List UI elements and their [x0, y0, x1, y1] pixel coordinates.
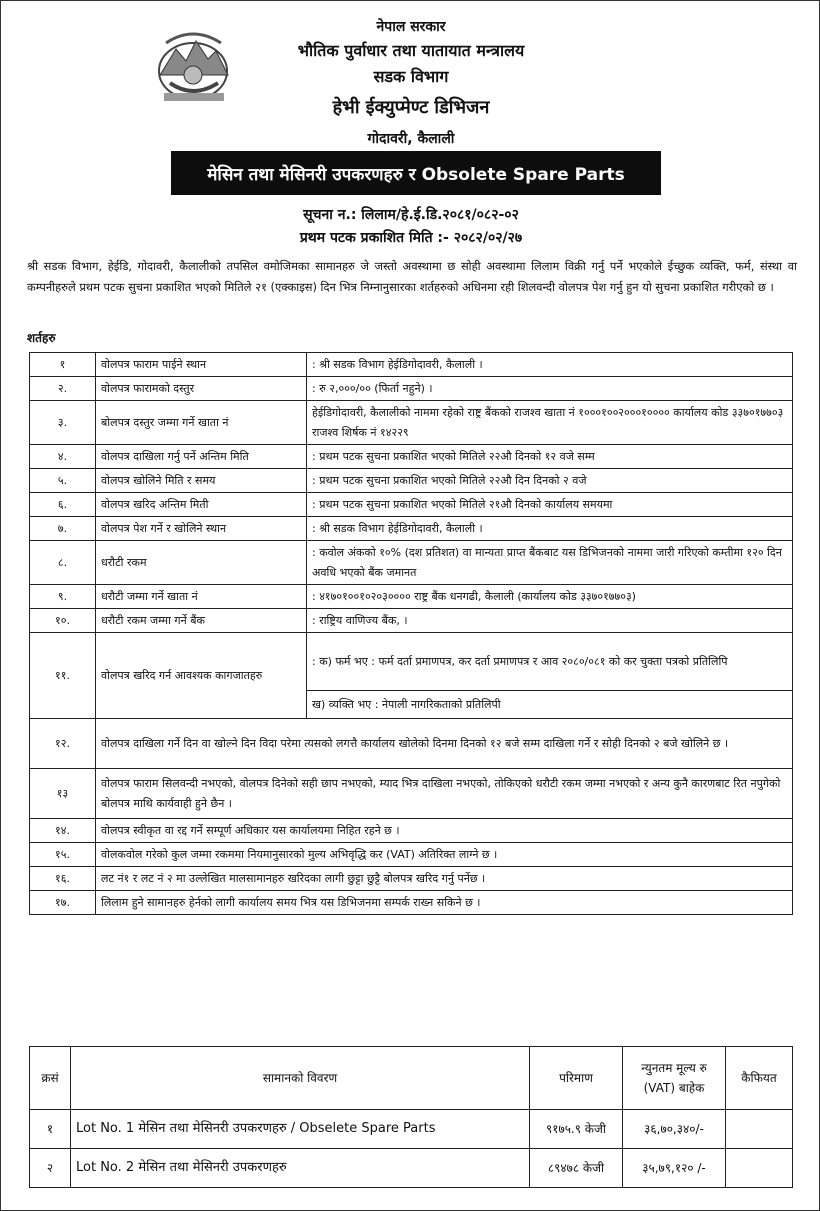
- condition-value: : कवोल अंकको १०% (दश प्रतिशत) वा मान्यता प्राप्त बैंकबाट यस डिभिजनको नाममा जारी गरिएको कम्तीमा १२० दिन अवधि भएको बैंक जमानत: [307, 541, 793, 585]
- lot-price: ३६,७०,३४०/-: [623, 1110, 726, 1149]
- condition-number: १: [30, 353, 96, 377]
- lot-desc: Lot No. 2 मेसिन तथा मेसिनरी उपकरणहरु: [71, 1149, 530, 1188]
- lot-qty: ८९४७८ केजी: [530, 1149, 623, 1188]
- condition-label: वोलपत्र फारामको दस्तुर: [96, 377, 307, 401]
- condition-row: [30, 719, 793, 769]
- lot-sn: १: [30, 1110, 71, 1149]
- condition-value: : श्री सडक विभाग हेईडिगोदावरी, कैलाली ।: [307, 353, 793, 377]
- department-name: सडक विभाग: [373, 67, 449, 86]
- condition-row: [30, 401, 793, 445]
- condition-label: वोलपत्र पेश गर्ने र खोलिने स्थान: [96, 517, 307, 541]
- condition-row: [30, 819, 793, 843]
- condition-number: ९.: [30, 585, 96, 609]
- condition-label: वोलपत्र दाखिला गर्नु पर्ने अन्तिम मिति: [96, 445, 307, 469]
- condition-value: : प्रथम पटक सुचना प्रकाशित भएको मितिले २२औ दिनको १२ वजे सम्म: [307, 445, 793, 469]
- condition-text: वोलपत्र फाराम सिलवन्दी नभएको, वोलपत्र दिनेको सही छाप नभएको, म्याद भित्र दाखिला नभएको, तोकिएको धरौटी रकम जम्मा नभएको र अन्य कुनै कारणबाट रित नपुगेको बोलपत्र माथि कार्यवाही हुने छैन ।: [96, 769, 793, 819]
- condition-text: वोलकवोल गरेको कुल जम्मा रकममा नियमानुसारको मुल्य अभिवृद्धि कर (VAT) अतिरिक्त लाग्ने छ ।: [96, 843, 793, 867]
- condition-number: ४.: [30, 445, 96, 469]
- condition-number: १२.: [30, 719, 96, 769]
- conditions-table: [29, 352, 793, 915]
- condition-number: १५.: [30, 843, 96, 867]
- condition-row: [30, 353, 793, 377]
- office-location: गोदावरी, कैलाली: [367, 131, 455, 147]
- condition-label: धरौटी जम्मा गर्ने खाता नं: [96, 585, 307, 609]
- condition-value: : राष्ट्रिय वाणिज्य बैंक, ।: [307, 609, 793, 633]
- notice-title: मेसिन तथा मेसिनरी उपकरणहरु र Obsolete Spare Parts: [171, 151, 661, 195]
- lot-remarks: [726, 1149, 793, 1188]
- condition-number: ६.: [30, 493, 96, 517]
- condition-row: [30, 867, 793, 891]
- condition-label: वोलपत्र खरिद गर्न आवश्यक कागजातहरु: [96, 633, 307, 719]
- condition-text: लिलाम हुने सामानहरु हेर्नको लागी कार्यालय समय भित्र यस डिभिजनमा सम्पर्क राख्न सकिने छ ।: [96, 891, 793, 915]
- condition-number: १३: [30, 769, 96, 819]
- condition-text: वोलपत्र स्वीकृत वा रद्द गर्ने सम्पूर्ण अधिकार यस कार्यालयमा निहित रहने छ ।: [96, 819, 793, 843]
- col-sn: क्रसं: [30, 1047, 71, 1110]
- col-price-line2: (VAT) बाहेक: [643, 1081, 705, 1095]
- condition-row: [30, 469, 793, 493]
- condition-text: लट नं१ र लट नं २ मा उल्लेखित मालसामानहरु खरिदका लागी छुट्टा छुट्टै बोलपत्र खरिद गर्नु पर्नेछ ।: [96, 867, 793, 891]
- lot-desc: Lot No. 1 मेसिन तथा मेसिनरी उपकरणहरु / Obselete Spare Parts: [71, 1110, 530, 1149]
- condition-row: [30, 609, 793, 633]
- condition-value: : ४१७०१००१०२०३०००० राष्ट्र बैंक धनगढी, कैलाली (कार्यालय कोड ३३७०१७७०३): [307, 585, 793, 609]
- lot-sn: २: [30, 1149, 71, 1188]
- condition-row: [30, 891, 793, 915]
- condition-row: [30, 517, 793, 541]
- condition-number: ७.: [30, 517, 96, 541]
- lot-remarks: [726, 1110, 793, 1149]
- condition-label: वोलपत्र फाराम पाईने स्थान: [96, 353, 307, 377]
- condition-label: धरौटी रकम: [96, 541, 307, 585]
- gov-name: नेपाल सरकार: [376, 19, 446, 35]
- intro-paragraph: श्री सडक विभाग, हेईडि, गोदावरी, कैलालीको तपसिल वमोजिमका सामानहरु जे जस्तो अवस्थामा छ सोही अवस्थामा लिलाम विक्री गर्नु पर्ने भएकोले ईच्छुक व्यक्ति, फर्म, संस्था वा कम्पनीहरुले प्रथम पटक सुचना प्रकाशित भएको मितिले २१ (एक्काइस) दिन भित्र निम्नानुसारका शर्तहरुको अधिनमा रही शिलवन्दी वोलपत्र पेश गर्नु हुन यो सुचना प्रकाशित गरीएको छ ।: [27, 259, 797, 294]
- condition-number: ३.: [30, 401, 96, 445]
- condition-row: [30, 769, 793, 819]
- lot-row: [30, 1110, 793, 1149]
- condition-value: : प्रथम पटक सुचना प्रकाशित भएको मितिले २२औ दिन दिनको २ वजे: [307, 469, 793, 493]
- col-desc: सामानको विवरण: [71, 1047, 530, 1110]
- condition-number: १७.: [30, 891, 96, 915]
- lots-table: [29, 1046, 793, 1188]
- notice-number: सूचना न.: लिलाम/हे.ई.डि.२०८१/०८२-०२: [303, 207, 519, 223]
- condition-value: ख) व्यक्ति भए : नेपाली नागरिकताको प्रतिलिपी: [307, 691, 793, 719]
- condition-value: : प्रथम पटक सुचना प्रकाशित भएको मितिले २१औ दिनको कार्यालय समयमा: [307, 493, 793, 517]
- condition-label: वोलपत्र खरिद अन्तिम मिती: [96, 493, 307, 517]
- ministry-name: भौतिक पुर्वाधार तथा यातायात मन्त्रालय: [297, 41, 525, 60]
- condition-number: ८.: [30, 541, 96, 585]
- conditions-heading: शर्तहरु: [27, 331, 56, 345]
- condition-number: ११.: [30, 633, 96, 719]
- condition-number: २.: [30, 377, 96, 401]
- condition-row: [30, 493, 793, 517]
- lot-row: [30, 1149, 793, 1188]
- condition-label: वोलपत्र खोलिने मिति र समय: [96, 469, 307, 493]
- condition-row: [30, 377, 793, 401]
- condition-value: हेईडिगोदावरी, कैलालीको नाममा रहेको राष्ट्र बैंकको राजश्व खाता नं १०००१००२०००१०००० कार्यालय कोड ३३७०१७७०३ राजश्व शिर्षक नं १४२२९: [307, 401, 793, 445]
- col-price-line1: न्युनतम मूल्य रु: [641, 1061, 707, 1075]
- condition-text: वोलपत्र दाखिला गर्ने दिन वा खोल्ने दिन विदा परेमा त्यसको लगत्तै कार्यालय खोलेको दिनमा दिनको १२ बजे सम्म दाखिला गर्ने र सोही दिनको २ बजे खोलिने छ ।: [96, 719, 793, 769]
- condition-number: १६.: [30, 867, 96, 891]
- lot-qty: ९१७५.९ केजी: [530, 1110, 623, 1149]
- col-price: [623, 1047, 726, 1110]
- condition-value: : क) फर्म भए : फर्म दर्ता प्रमाणपत्र, कर दर्ता प्रमाणपत्र र आव २०८०/०८१ को कर चुक्ता पत्रको प्रतिलिपि: [307, 633, 793, 691]
- condition-number: ५.: [30, 469, 96, 493]
- publish-date: प्रथम पटक प्रकाशित मिति :- २०८२/०२/२७: [299, 230, 523, 246]
- condition-value: : श्री सडक विभाग हेईडिगोदावरी, कैलाली ।: [307, 517, 793, 541]
- condition-row: [30, 445, 793, 469]
- condition-row: [30, 585, 793, 609]
- condition-number: १०.: [30, 609, 96, 633]
- col-qty: परिमाण: [530, 1047, 623, 1110]
- condition-row: [30, 541, 793, 585]
- condition-row: [30, 843, 793, 867]
- condition-label: धरौटी रकम जम्मा गर्ने बैंक: [96, 609, 307, 633]
- condition-number: १४.: [30, 819, 96, 843]
- condition-label: बोलपत्र दस्तुर जम्मा गर्ने खाता नं: [96, 401, 307, 445]
- condition-row: [30, 633, 793, 691]
- division-name: हेभी ईक्युप्मेण्ट डिभिजन: [332, 97, 490, 118]
- col-remarks: कैफियत: [726, 1047, 793, 1110]
- condition-value: : रु २,०००/०० (फिर्ता नहुने) ।: [307, 377, 793, 401]
- lot-price: ३५,७९,१२० /-: [623, 1149, 726, 1188]
